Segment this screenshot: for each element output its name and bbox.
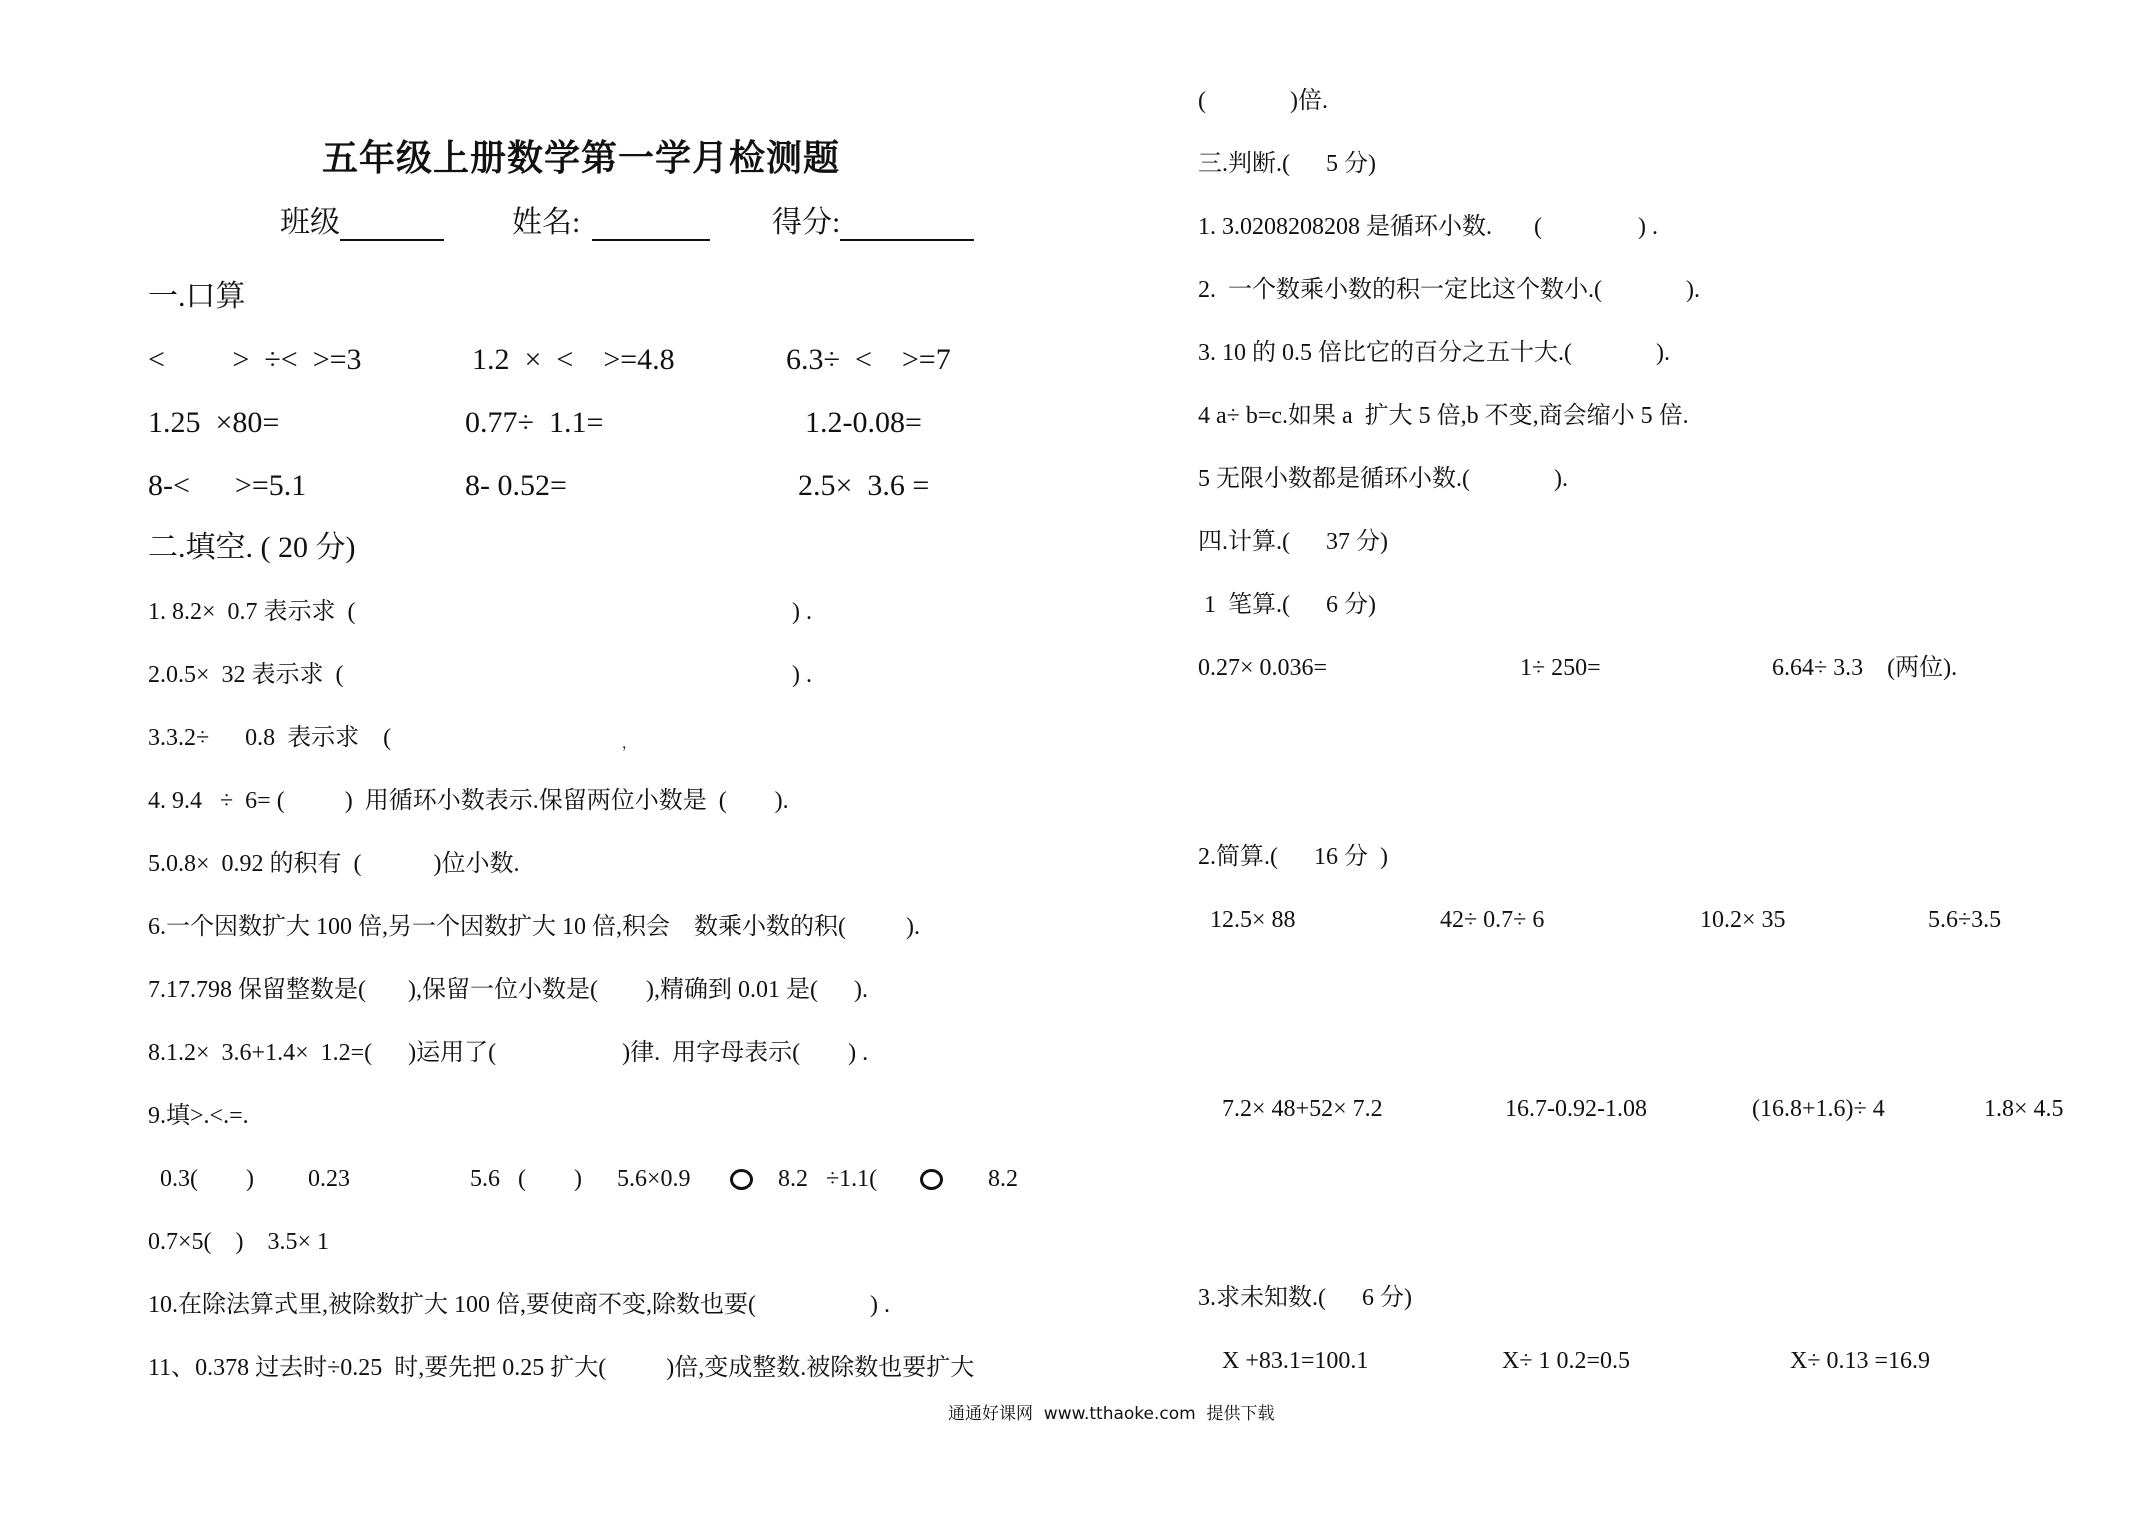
mental-calc-1-2: 1.2 × < >=4.8 <box>472 343 675 376</box>
mental-calc-3-1: 8-< >=5.1 <box>148 469 307 502</box>
class-blank[interactable] <box>340 211 444 241</box>
name-field <box>512 205 710 241</box>
fill-q3-text: 3.3.2÷ 0.8 表示求 ( <box>148 725 392 751</box>
fill-q9: 9.填>.<.=. <box>148 1103 249 1129</box>
fill-q11-continued: ( )倍. <box>1198 88 1328 114</box>
fill-q1-text: 1. 8.2× 0.7 表示求 ( <box>148 599 356 625</box>
fill-q9b: 0.7×5( ) 3.5× 1 <box>148 1229 330 1255</box>
judge-item-4: 4 a÷ b=c.如果 a 扩大 5 倍,b 不变,商会缩小 5 倍. <box>1198 403 1689 429</box>
fill-q5: 5.0.8× 0.92 的积有 ( )位小数. <box>148 851 520 877</box>
fill-q2-close: ) . <box>792 662 812 688</box>
fill-q4: 4. 9.4 ÷ 6= ( ) 用循环小数表示.保留两位小数是 ( ). <box>148 788 789 814</box>
fill-q11: 11、0.378 过去时÷0.25 时,要先把 0.25 扩大( )倍,变成整数.被除数也要扩大 <box>148 1355 975 1381</box>
simplify-3: 10.2× 35 <box>1700 907 1786 933</box>
unknown-1: X +83.1=100.1 <box>1222 1348 1369 1374</box>
compare-1-left: 0.3( ) <box>160 1166 254 1192</box>
section-2-heading: 二.填空. ( 20 分) <box>148 531 356 564</box>
fill-q2-text: 2.0.5× 32 表示求 ( <box>148 662 344 688</box>
mental-calc-1-3: 6.3÷ < >=7 <box>786 343 951 376</box>
judge-item-5: 5 无限小数都是循环小数.( ). <box>1198 466 1568 492</box>
footer-source: 通通好课网 www.tthaoke.com 提供下载 <box>948 1404 1275 1424</box>
judge-item-1: 1. 3.0208208208 是循环小数. ( ) . <box>1198 214 1658 240</box>
judge-item-3: 3. 10 的 0.5 倍比它的百分之五十大.( ). <box>1198 340 1670 366</box>
simplify-heading: 2.简算.( 16 分 ) <box>1198 844 1388 870</box>
mental-calc-1-1: < > ÷< >=3 <box>148 343 362 376</box>
compare-3-left: 8.2 ÷1.1( <box>778 1166 878 1192</box>
fill-q6: 6.一个因数扩大 100 倍,另一个因数扩大 10 倍,积会 数乘小数的积( ). <box>148 914 920 940</box>
simplify-2: 42÷ 0.7÷ 6 <box>1440 907 1545 933</box>
simplify-1: 12.5× 88 <box>1210 907 1296 933</box>
fill-q10: 10.在除法算式里,被除数扩大 100 倍,要使商不变,除数也要( ) . <box>148 1292 890 1318</box>
mental-calc-2-3: 1.2-0.08= <box>805 406 922 439</box>
fill-q7: 7.17.798 保留整数是( ),保留一位小数是( ),精确到 0.01 是( ). <box>148 977 868 1003</box>
simplify-7: (16.8+1.6)÷ 4 <box>1752 1096 1885 1122</box>
fill-q1-close: ) . <box>792 599 812 625</box>
written-calc-2: 1÷ 250= <box>1520 655 1601 681</box>
mental-calc-2-1: 1.25 ×80= <box>148 406 280 439</box>
simplify-4: 5.6÷3.5 <box>1928 907 2002 933</box>
section-3-heading: 三.判断.( 5 分) <box>1198 151 1376 177</box>
section-1-heading: 一.口算 <box>148 280 246 313</box>
mental-calc-2-2: 0.77÷ 1.1= <box>465 406 604 439</box>
fill-q8: 8.1.2× 3.6+1.4× 1.2=( )运用了( )律. 用字母表示( ) . <box>148 1040 869 1066</box>
mental-calc-3-2: 8- 0.52= <box>465 469 567 502</box>
written-calc-1: 0.27× 0.036= <box>1198 655 1328 681</box>
class-label: 班级 <box>280 206 340 239</box>
simplify-5: 7.2× 48+52× 7.2 <box>1222 1096 1383 1122</box>
fill-q3-mark: ， <box>622 737 636 752</box>
unknown-3: X÷ 0.13 =16.9 <box>1790 1348 1931 1374</box>
section-4-heading: 四.计算.( 37 分) <box>1198 529 1388 555</box>
unknown-2: X÷ 1 0.2=0.5 <box>1502 1348 1631 1374</box>
mental-calc-3-3: 2.5× 3.6 = <box>798 469 930 502</box>
score-field <box>772 205 974 241</box>
circle-answer-icon <box>920 1169 943 1190</box>
name-label: 姓名: <box>512 206 581 239</box>
name-blank[interactable] <box>592 211 710 241</box>
judge-item-2: 2. 一个数乘小数的积一定比这个数小.( ). <box>1198 277 1700 303</box>
class-field <box>280 205 444 241</box>
score-blank[interactable] <box>840 211 974 241</box>
compare-2-left: 5.6 ( ) <box>470 1166 582 1192</box>
circle-answer-icon <box>730 1169 753 1190</box>
compare-1-right: 0.23 <box>308 1166 350 1192</box>
page-title: 五年级上册数学第一学月检测题 <box>322 138 841 178</box>
simplify-8: 1.8× 4.5 <box>1984 1096 2064 1122</box>
simplify-6: 16.7-0.92-1.08 <box>1505 1096 1647 1122</box>
compare-3-right: 8.2 <box>988 1166 1018 1192</box>
compare-2-right: 5.6×0.9 <box>617 1166 691 1192</box>
unknown-heading: 3.求未知数.( 6 分) <box>1198 1285 1412 1311</box>
written-calc-heading: 1 笔算.( 6 分) <box>1198 592 1376 618</box>
written-calc-3: 6.64÷ 3.3 (两位). <box>1772 655 1958 681</box>
score-label: 得分: <box>772 206 841 239</box>
